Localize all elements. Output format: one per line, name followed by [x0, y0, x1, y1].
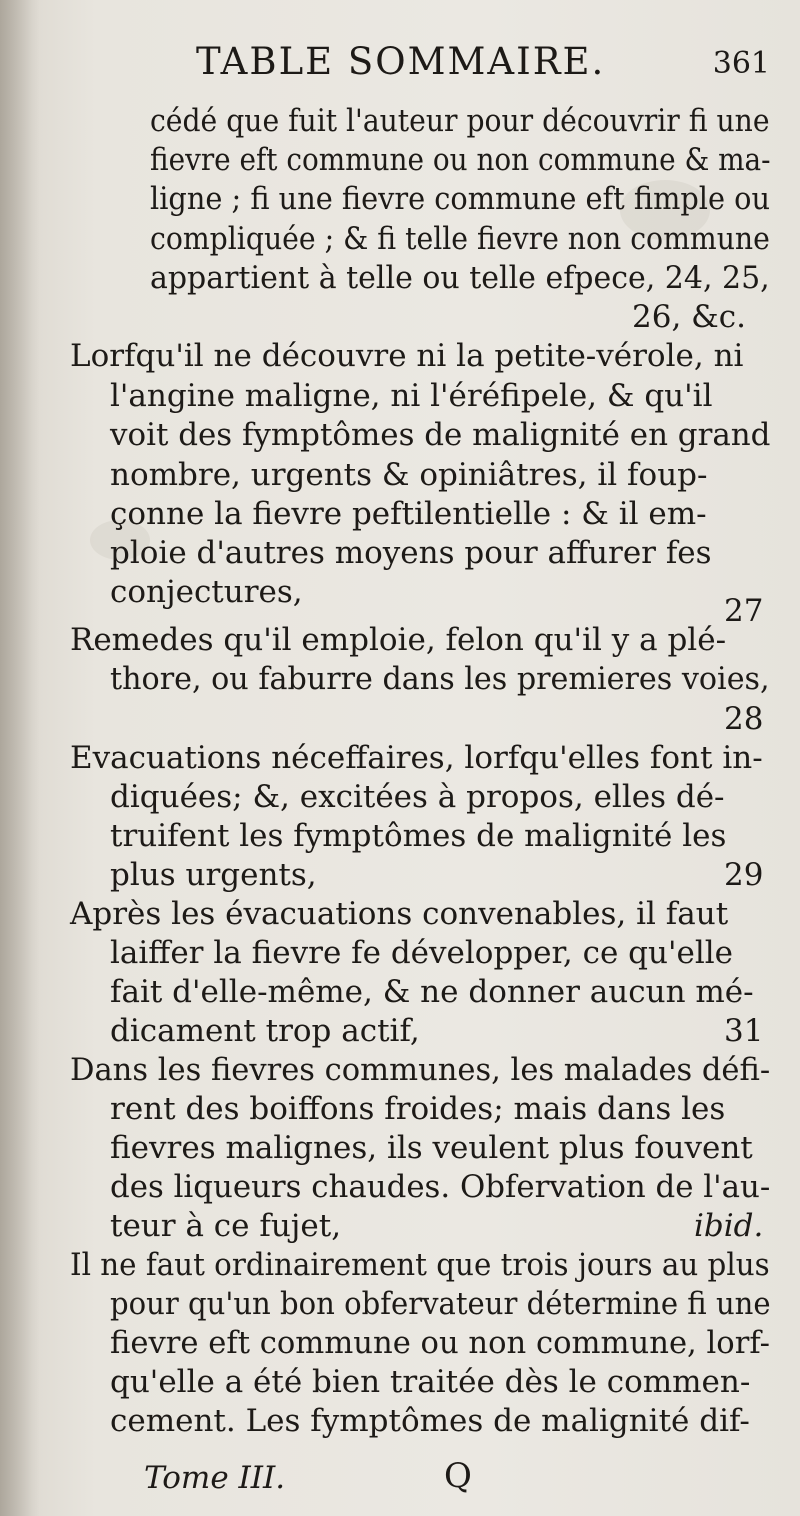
text-line: çonne la fievre peftilentielle : & il em-	[110, 496, 707, 532]
entry-first-line: Lorfqu'il ne découvre ni la petite-vérole, ni	[70, 338, 744, 374]
running-header	[196, 40, 770, 90]
text-line: l'angine maligne, ni l'éréfipele, & qu'il	[110, 378, 713, 414]
text-line: conjectures,	[110, 574, 303, 610]
page-ref: 28	[724, 701, 764, 737]
text-line: des liqueurs chaudes. Obfervation de l'au-	[110, 1169, 771, 1205]
entry-first-line: Après les évacuations convenables, il faut	[70, 896, 729, 932]
page-ref: 27	[724, 593, 764, 629]
text-line: fievres malignes, ils veulent plus fouvent	[110, 1130, 753, 1166]
text-line: rent des boiffons froides; mais dans les	[110, 1091, 726, 1127]
text-line: laiffer la fievre fe développer, ce qu'elle	[110, 935, 734, 971]
text-line: diquées; &, excitées à propos, elles dé-	[110, 779, 725, 815]
page-ref: 29	[724, 857, 764, 893]
page-ref: 31	[724, 1013, 764, 1049]
text-line: fait d'elle-même, & ne donner aucun mé-	[110, 974, 754, 1010]
page-ref: ibid.	[694, 1208, 764, 1244]
entry-first-line: Dans les fievres communes, les malades défi-	[70, 1052, 771, 1088]
text-line: fievre eft commune ou non commune, lorf-	[110, 1325, 770, 1361]
text-line: appartient à telle ou telle efpece, 24, 25,	[150, 260, 770, 296]
text-line: thore, ou faburre dans les premieres voies,	[110, 661, 770, 697]
volume-label: Tome III.	[144, 1460, 286, 1496]
text-line: fievre eft commune ou non commune & ma-	[150, 142, 771, 178]
entry-first-line: Il ne faut ordinairement que trois jours au plus	[70, 1247, 770, 1283]
signature-mark: Q	[444, 1456, 472, 1496]
text-line: pour qu'un bon obfervateur détermine fi une	[110, 1286, 771, 1322]
header-title: TABLE SOMMAIRE.	[196, 40, 606, 83]
text-line: plus urgents,	[110, 857, 317, 893]
text-line: compliquée ; & fi telle fievre non commune	[150, 221, 770, 257]
entry-first-line: Evacuations néceffaires, lorfqu'elles font in-	[70, 740, 763, 776]
text-line: qu'elle a été bien traitée dès le commen-	[110, 1364, 751, 1400]
text-line: dicament trop actif,	[110, 1013, 420, 1049]
text-line: ligne ; fi une fievre commune eft fimple ou	[150, 181, 770, 217]
text-line: truifent les fymptômes de malignité les	[110, 818, 727, 854]
text-line: ploie d'autres moyens pour affurer fes	[110, 535, 712, 571]
entry-first-line: Remedes qu'il emploie, felon qu'il y a plé-	[70, 622, 727, 658]
text-line: voit des fymptômes de malignité en grand	[110, 417, 771, 453]
text-line: cédé que fuit l'auteur pour découvrir fi une	[150, 103, 770, 139]
text-line: nombre, urgents & opiniâtres, il foup-	[110, 457, 708, 493]
page-edge-shadow	[0, 0, 40, 1516]
text-line: 26, &c.	[632, 299, 746, 335]
text-line: teur à ce fujet,	[110, 1208, 342, 1244]
text-line: cement. Les fymptômes de malignité dif-	[110, 1403, 750, 1439]
page-number: 361	[712, 46, 770, 81]
